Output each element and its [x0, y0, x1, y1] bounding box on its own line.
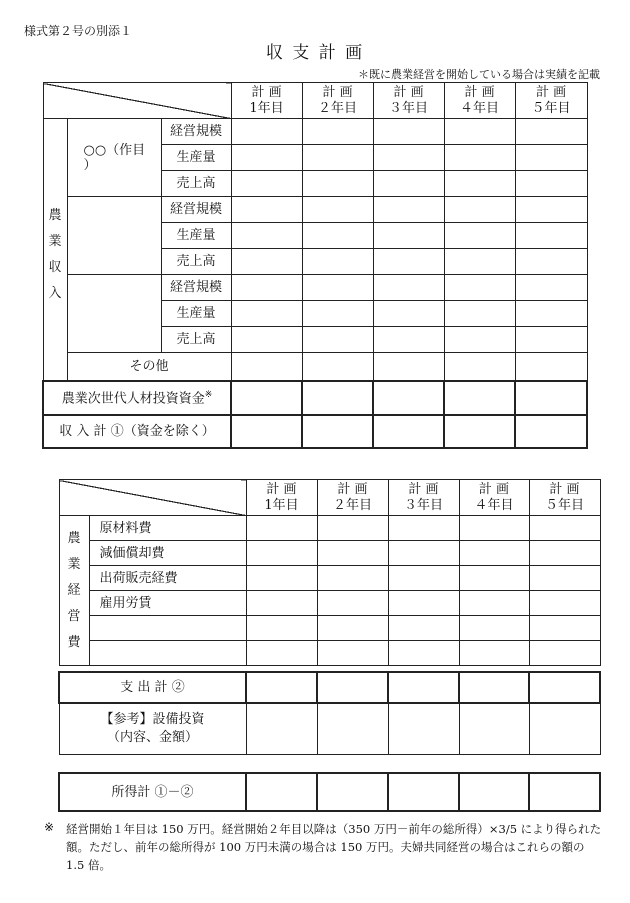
input-cell[interactable] [515, 327, 587, 353]
input-cell[interactable] [388, 566, 459, 591]
input-cell[interactable] [246, 672, 317, 703]
input-cell[interactable] [246, 703, 317, 755]
input-cell[interactable] [515, 223, 587, 249]
row-label-scale: 経営規模 [161, 275, 231, 301]
input-cell[interactable] [246, 773, 317, 811]
input-cell[interactable] [529, 516, 600, 541]
input-cell[interactable] [302, 171, 373, 197]
input-cell[interactable] [459, 641, 529, 666]
year-header-4: 計 画 ４年目 [444, 83, 515, 119]
input-cell[interactable] [529, 672, 600, 703]
form-id: 様式第２号の別添１ [24, 24, 133, 38]
input-cell[interactable] [317, 641, 388, 666]
input-cell[interactable] [459, 516, 529, 541]
input-cell[interactable] [373, 301, 444, 327]
input-cell[interactable] [459, 773, 529, 811]
input-cell[interactable] [373, 327, 444, 353]
input-cell[interactable] [302, 145, 373, 171]
input-cell[interactable] [302, 249, 373, 275]
input-cell[interactable] [515, 145, 587, 171]
row-label-materials: 原材料費 [89, 516, 246, 541]
input-cell[interactable] [302, 353, 373, 381]
input-cell[interactable] [373, 197, 444, 223]
expense-category-label: 農 業 経 営 費 [59, 516, 89, 666]
input-cell[interactable] [373, 353, 444, 381]
input-cell[interactable] [444, 381, 515, 415]
input-cell[interactable] [317, 672, 388, 703]
input-cell[interactable] [246, 641, 317, 666]
input-cell[interactable] [515, 415, 587, 448]
top-note: ＊既に農業経営を開始している場合は実績を記載 [358, 68, 600, 81]
input-cell[interactable] [246, 591, 317, 616]
row-label-production: 生産量 [161, 223, 231, 249]
input-cell[interactable] [231, 301, 302, 327]
income-table [42, 82, 588, 449]
input-cell[interactable] [529, 541, 600, 566]
input-cell[interactable] [515, 381, 587, 415]
year-header-2: 計 画 ２年目 [302, 83, 373, 119]
input-cell[interactable] [444, 327, 515, 353]
input-cell[interactable] [231, 353, 302, 381]
input-cell[interactable] [373, 415, 444, 448]
year-header-1: 計 画 1年目 [246, 480, 317, 516]
crop-label: ○○（作目 ） [67, 119, 161, 197]
header-diagonal-cell [59, 480, 246, 516]
row-label-subsidy: 農業次世代人材投資資金※ [43, 381, 231, 415]
input-cell[interactable] [459, 591, 529, 616]
income-category-label: 農 業 収 入 [43, 119, 67, 381]
year-header-3: 計 画 ３年目 [388, 480, 459, 516]
input-cell[interactable] [317, 516, 388, 541]
row-label-sales: 売上高 [161, 327, 231, 353]
input-cell[interactable] [373, 171, 444, 197]
input-cell[interactable] [302, 119, 373, 145]
input-cell[interactable] [317, 541, 388, 566]
input-cell[interactable] [444, 249, 515, 275]
input-cell[interactable] [373, 223, 444, 249]
input-cell[interactable] [317, 591, 388, 616]
input-cell[interactable] [459, 541, 529, 566]
year-header-5: 計 画 ５年目 [529, 480, 600, 516]
input-cell[interactable] [231, 145, 302, 171]
input-cell[interactable] [388, 541, 459, 566]
input-cell[interactable] [459, 566, 529, 591]
input-cell[interactable] [246, 516, 317, 541]
year-header-3: 計 画 ３年目 [373, 83, 444, 119]
input-cell[interactable] [246, 541, 317, 566]
input-cell[interactable] [388, 773, 459, 811]
row-label-scale: 経営規模 [161, 119, 231, 145]
input-cell[interactable] [388, 703, 459, 755]
row-label-sales: 売上高 [161, 171, 231, 197]
input-cell[interactable] [317, 703, 388, 755]
crop-label-empty[interactable] [67, 275, 161, 353]
input-cell[interactable] [231, 223, 302, 249]
input-cell[interactable] [529, 773, 600, 811]
input-cell[interactable] [515, 171, 587, 197]
input-cell[interactable] [373, 119, 444, 145]
row-label-income-total: 収 入 計 ①（資金を除く） [43, 415, 231, 448]
input-cell[interactable] [231, 249, 302, 275]
input-cell[interactable] [246, 616, 317, 641]
row-label-net-income: 所得計 ①－② [59, 773, 246, 811]
input-cell[interactable] [231, 415, 302, 448]
input-cell[interactable] [302, 197, 373, 223]
input-cell[interactable] [529, 591, 600, 616]
row-label-equipment-investment: 【参考】設備投資 （内容、金額） [59, 703, 246, 755]
input-cell[interactable] [529, 566, 600, 591]
input-cell[interactable] [444, 223, 515, 249]
input-cell[interactable] [529, 703, 600, 755]
net-income-table [58, 772, 601, 812]
row-label-production: 生産量 [161, 145, 231, 171]
input-cell[interactable] [231, 171, 302, 197]
input-cell[interactable] [459, 616, 529, 641]
input-cell[interactable] [231, 381, 302, 415]
input-cell[interactable] [529, 641, 600, 666]
input-cell[interactable] [515, 197, 587, 223]
input-cell[interactable] [231, 119, 302, 145]
input-cell[interactable] [317, 566, 388, 591]
input-cell[interactable] [302, 415, 373, 448]
row-label-scale: 経営規模 [161, 197, 231, 223]
row-label-depreciation: 減価償却費 [89, 541, 246, 566]
input-cell[interactable] [459, 703, 529, 755]
footnote-mark: ※ [44, 820, 55, 834]
footnote: 経営開始１年目は 150 万円。経営開始２年目以降は（350 万円－前年の総所得）×3/5 により得られた額。ただし、前年の総所得が 100 万円未満の場合は 150 万円。夫婦共同経営の場合はこれらの額の 1.5 倍。 [66, 822, 602, 872]
input-cell[interactable] [302, 301, 373, 327]
input-cell[interactable] [444, 353, 515, 381]
input-cell[interactable] [231, 275, 302, 301]
input-cell[interactable] [444, 415, 515, 448]
input-cell[interactable] [515, 249, 587, 275]
year-header-5: 計 画 ５年目 [515, 83, 587, 119]
input-cell[interactable] [373, 275, 444, 301]
year-header-2: 計 画 ２年目 [317, 480, 388, 516]
input-cell[interactable] [515, 301, 587, 327]
input-cell[interactable] [302, 381, 373, 415]
input-cell[interactable] [373, 145, 444, 171]
input-cell[interactable] [529, 616, 600, 641]
input-cell[interactable] [302, 223, 373, 249]
row-label-sales: 売上高 [161, 249, 231, 275]
input-cell[interactable] [373, 249, 444, 275]
input-cell[interactable] [302, 327, 373, 353]
input-cell[interactable] [302, 275, 373, 301]
row-label-production: 生産量 [161, 301, 231, 327]
input-cell[interactable] [444, 197, 515, 223]
input-cell[interactable] [388, 672, 459, 703]
row-label-shipping: 出荷販売経費 [89, 566, 246, 591]
expense-table [58, 479, 601, 755]
input-cell[interactable] [388, 616, 459, 641]
input-cell[interactable] [246, 566, 317, 591]
year-header-1: 計 画 1年目 [231, 83, 302, 119]
input-cell[interactable] [388, 516, 459, 541]
row-label-labor: 雇用労賃 [89, 591, 246, 616]
row-label-expense-total: 支 出 計 ② [59, 672, 246, 703]
input-cell[interactable] [444, 119, 515, 145]
header-diagonal-cell [43, 83, 231, 119]
input-cell[interactable] [373, 381, 444, 415]
crop-label-empty[interactable] [67, 197, 161, 275]
input-cell[interactable] [388, 591, 459, 616]
input-cell[interactable] [444, 275, 515, 301]
input-cell[interactable] [317, 773, 388, 811]
input-cell[interactable] [444, 145, 515, 171]
input-cell[interactable] [515, 275, 587, 301]
row-label-blank[interactable] [89, 616, 246, 641]
row-label-blank[interactable] [89, 641, 246, 666]
input-cell[interactable] [444, 301, 515, 327]
page-title: 収 支 計 画 [265, 43, 365, 63]
input-cell[interactable] [231, 197, 302, 223]
row-label-other: その他 [67, 353, 231, 381]
input-cell[interactable] [317, 616, 388, 641]
input-cell[interactable] [231, 327, 302, 353]
year-header-4: 計 画 ４年目 [459, 480, 529, 516]
input-cell[interactable] [444, 171, 515, 197]
input-cell[interactable] [515, 119, 587, 145]
input-cell[interactable] [515, 353, 587, 381]
input-cell[interactable] [388, 641, 459, 666]
input-cell[interactable] [459, 672, 529, 703]
